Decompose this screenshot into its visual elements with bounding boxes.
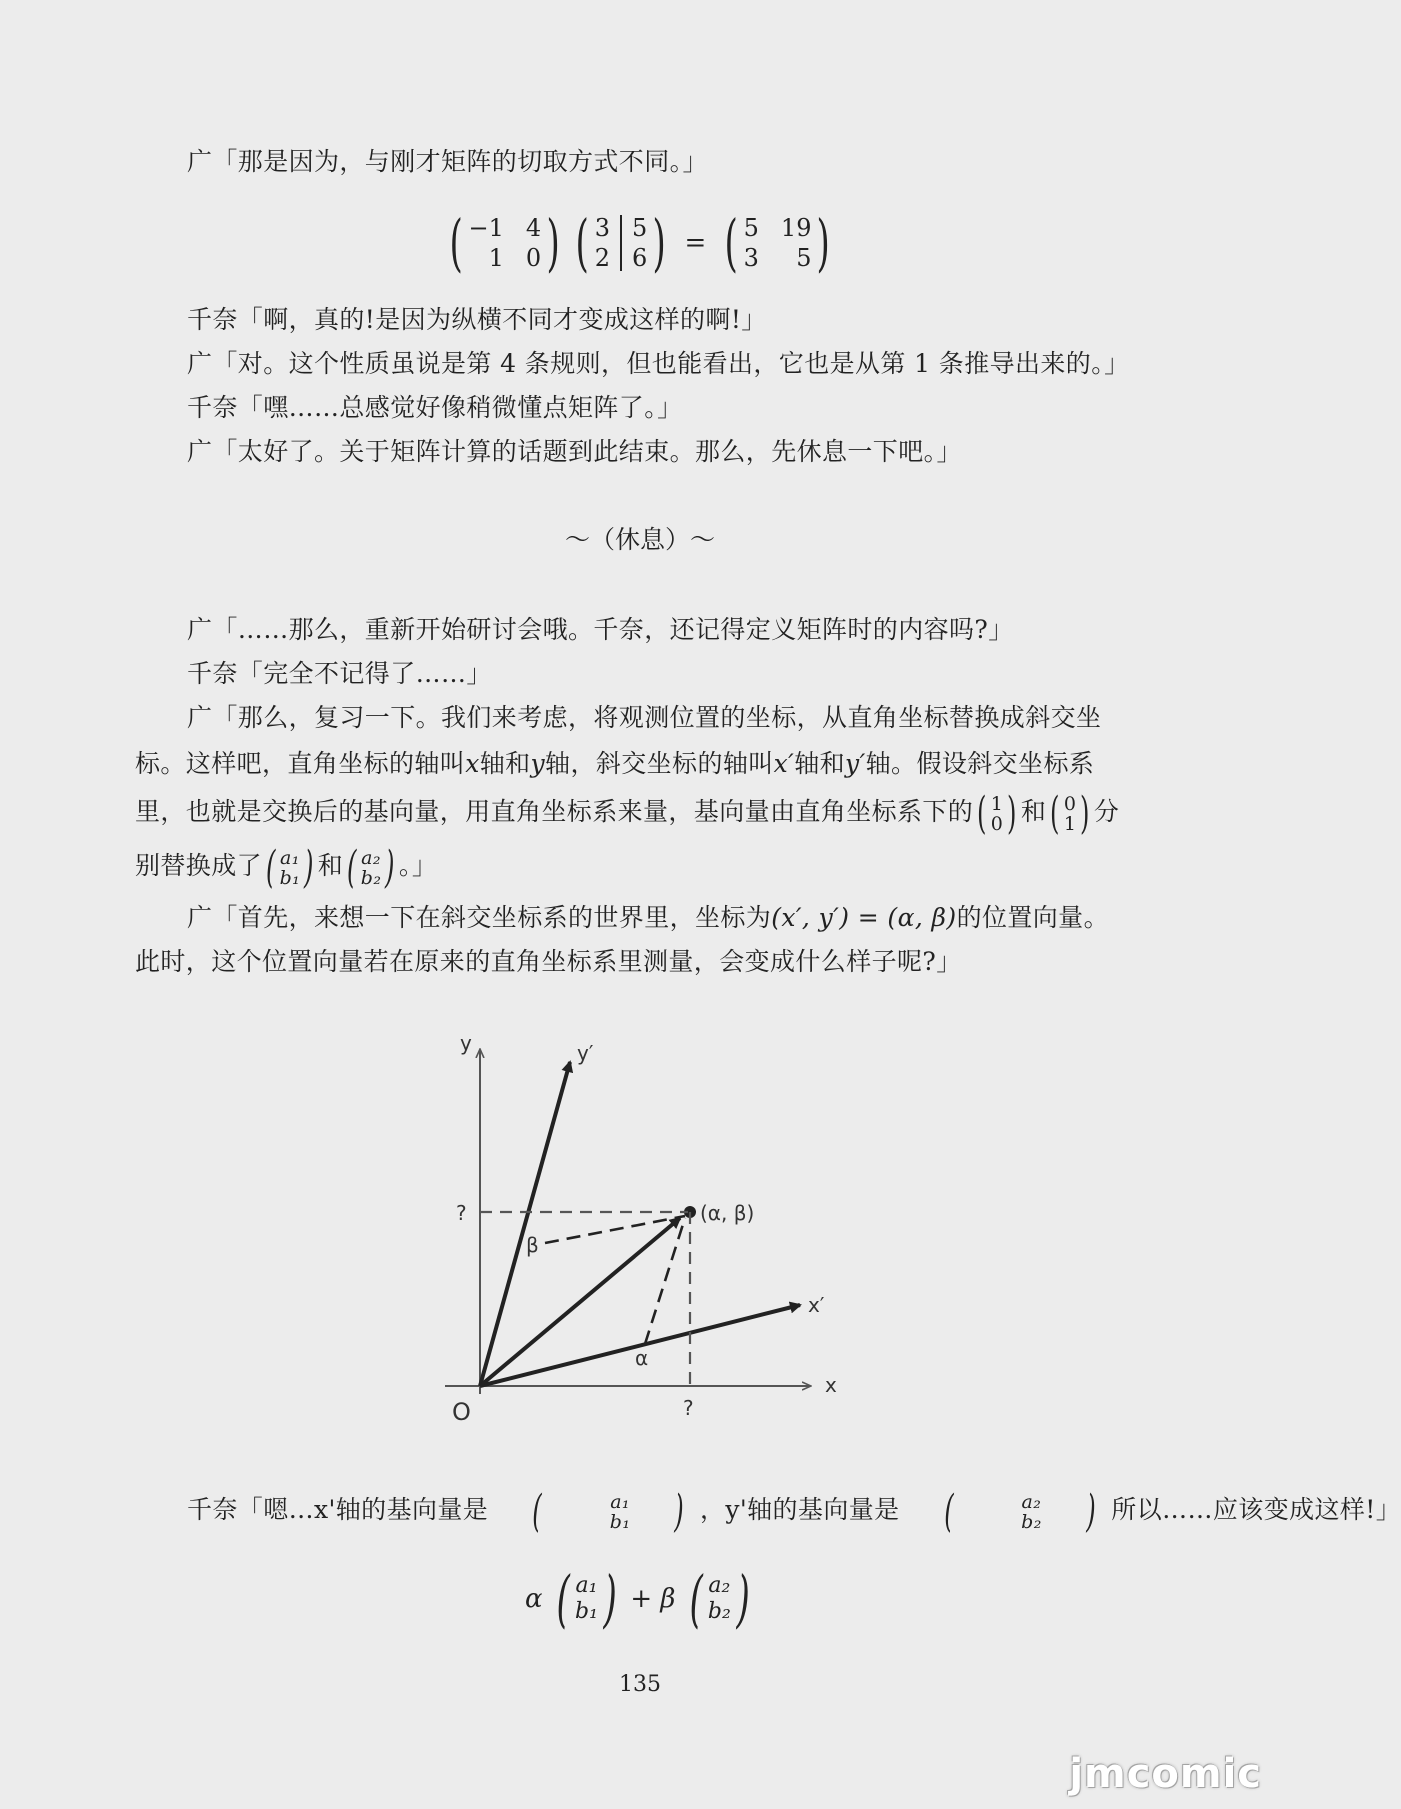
vector-cell: 1 xyxy=(1063,812,1077,835)
math-var: y xyxy=(530,749,546,778)
vector-cell: a₂ xyxy=(1021,1490,1042,1513)
dialogue-line-6: 广「……那么，重新开始研讨会哦。千奈，还记得定义矩阵时的内容吗?」 xyxy=(187,615,1014,644)
vector-cell: 0 xyxy=(990,812,1004,835)
text-span: 和 xyxy=(1020,797,1047,826)
beta-symbol: β xyxy=(660,1584,676,1614)
page-number: 135 xyxy=(619,1672,661,1697)
matrix-b: ( 3 2 5 6 ) xyxy=(575,206,667,279)
vector-e1: ( 1 0 ) xyxy=(977,787,1017,839)
text-span: 分 xyxy=(1093,797,1120,826)
vector-cell: b₁ xyxy=(574,1599,598,1624)
matrix-a: ( −1 4 1 0 ) xyxy=(449,206,560,279)
vector-cell: a₁ xyxy=(280,846,300,869)
vector-a1b1-inline: ( a₁ b₁ ) xyxy=(532,1485,685,1537)
vector-cell: b₂ xyxy=(360,866,382,889)
coordinate-figure xyxy=(430,1030,850,1430)
dialogue-line-2: 千奈「啊，真的!是因为纵横不同才变成这样的啊!」 xyxy=(187,305,767,334)
text-span: 里，也就是交换后的基向量，用直角坐标系来量，基向量由直角坐标系下的 xyxy=(135,797,974,826)
matrix-result-cell: 5 xyxy=(743,214,759,242)
text-span: 的位置向量。 xyxy=(956,903,1109,932)
vector-e2: ( 0 1 ) xyxy=(1050,787,1090,839)
matrix-b-cell: 6 xyxy=(631,244,648,272)
x-prime-label: x′ xyxy=(808,1293,825,1317)
text-span: 。」 xyxy=(398,851,438,880)
equals-sign: = xyxy=(684,228,707,258)
vector-a2b2-eq: ( a₂ b₂ ) xyxy=(689,1562,750,1635)
dialogue-line-8b xyxy=(135,742,1145,786)
vector-a2b2-inline: ( a₂ b₂ ) xyxy=(943,1485,1096,1537)
matrix-result-cell: 19 xyxy=(780,214,812,242)
vector-cell: a₁ xyxy=(575,1573,598,1598)
text-span: 和 xyxy=(317,851,344,880)
matrix-a-cell: 1 xyxy=(488,244,504,272)
linear-combination-equation xyxy=(0,1562,1280,1635)
vector-a1b1-eq: ( a₁ b₁ ) xyxy=(556,1562,617,1635)
matrix-a-cell: 4 xyxy=(525,214,542,242)
dialogue-line-9b: 此时，这个位置向量若在原来的直角坐标系里测量，会变成什么样子呢?」 xyxy=(135,947,962,976)
matrix-result-cell: 3 xyxy=(743,244,759,272)
section-break: ～（休息）～ xyxy=(564,525,715,554)
matrix-b-cell: 2 xyxy=(594,244,610,272)
dialogue-line-4: 千奈「嘿……总感觉好像稍微懂点矩阵了。」 xyxy=(187,393,683,422)
vector-cell: b₁ xyxy=(279,866,301,889)
vector-cell: 1 xyxy=(990,792,1004,815)
y-prime-label: y′ xyxy=(577,1041,594,1065)
matrix-equation xyxy=(0,206,1280,279)
text-span: 轴。假设斜交坐标系 xyxy=(865,749,1095,778)
text-span: 轴和 xyxy=(794,749,846,778)
x-axis-label: x xyxy=(825,1373,837,1397)
text-span: 轴和 xyxy=(479,749,531,778)
alpha-label: α xyxy=(635,1346,649,1370)
math-expression: (x′, y′) = (α, β) xyxy=(771,903,957,932)
dialogue-line-3: 广「对。这个性质虽说是第 4 条规则，但也能看出，它也是从第 1 条推导出来的。」 xyxy=(187,349,1130,378)
dialogue-line-8d xyxy=(135,841,1145,893)
dialogue-line-10 xyxy=(135,1485,1401,1537)
vector-cell: b₂ xyxy=(1021,1510,1042,1533)
math-var: x xyxy=(465,749,480,778)
vector-cell: b₁ xyxy=(609,1510,631,1533)
matrix-b-cell: 5 xyxy=(631,214,648,242)
matrix-result-cell: 5 xyxy=(796,244,812,272)
y-axis-label: y xyxy=(460,1031,472,1055)
text-span: 广「首先，来想一下在斜交坐标系的世界里，坐标为 xyxy=(187,903,772,932)
vector-cell: a₂ xyxy=(708,1573,731,1598)
dialogue-line-5: 广「太好了。关于矩阵计算的话题到此结束。那么，先休息一下吧。」 xyxy=(187,437,962,466)
text-span: ，y'轴的基向量是 xyxy=(699,1495,900,1524)
alpha-guide xyxy=(645,1218,685,1344)
partition-line xyxy=(620,215,622,271)
origin-label: O xyxy=(452,1398,471,1426)
text-span: 轴，斜交坐标的轴叫 xyxy=(545,749,774,778)
math-var: y′ xyxy=(845,749,866,778)
dialogue-line-8a: 广「那么，复习一下。我们来考虑，将观测位置的坐标，从直角坐标替换成斜交坐 xyxy=(187,703,1102,732)
text-span: 千奈「嗯…x'轴的基向量是 xyxy=(187,1495,489,1524)
watermark-logo: jmcomic xyxy=(1069,1751,1262,1797)
beta-label: β xyxy=(526,1233,539,1257)
vector-cell: 0 xyxy=(1063,792,1077,815)
point-label: (α, β) xyxy=(700,1201,755,1225)
y-unknown-label: ? xyxy=(456,1201,467,1225)
text-span: 标。这样吧，直角坐标的轴叫 xyxy=(135,749,466,778)
matrix-result: ( 5 19 3 5 ) xyxy=(724,206,831,279)
vector-a2b2: ( a₂ b₂ ) xyxy=(347,841,395,893)
dialogue-line-7: 千奈「完全不记得了……」 xyxy=(187,659,492,688)
dialogue-line-8c xyxy=(135,787,1145,839)
x-unknown-label: ? xyxy=(683,1396,694,1420)
dialogue-line-1: 广「那是因为，与刚才矩阵的切取方式不同。」 xyxy=(187,147,708,176)
matrix-a-cell: 0 xyxy=(525,244,542,272)
vector-a1b1: ( a₁ b₁ ) xyxy=(265,841,314,893)
vector-cell: b₂ xyxy=(707,1599,731,1624)
dialogue-line-9a xyxy=(135,896,1145,940)
alpha-symbol: α xyxy=(524,1584,543,1614)
text-span: 别替换成了 xyxy=(135,851,263,880)
text-span: 所以……应该变成这样!」 xyxy=(1111,1495,1401,1524)
plus-sign: + xyxy=(630,1584,653,1614)
matrix-b-cell: 3 xyxy=(594,214,610,242)
y-prime-axis xyxy=(480,1062,570,1386)
vector-cell: a₁ xyxy=(610,1490,630,1513)
matrix-a-cell: −1 xyxy=(468,214,504,242)
vector-cell: a₂ xyxy=(361,846,381,869)
math-var: x′ xyxy=(773,749,795,778)
